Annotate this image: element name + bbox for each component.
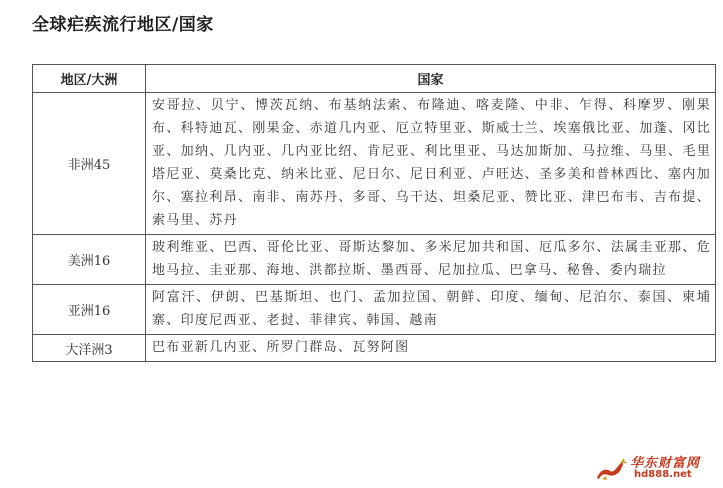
page-title: 全球疟疾流行地区/国家 [32,15,214,35]
countries-column-header: 国家 [146,65,716,93]
site-watermark [594,452,719,484]
watermark-url: hd888.net [634,469,692,480]
table-row-americas [33,235,716,285]
region-cell-asia: 亚洲16 [33,285,146,335]
region-column-header: 地区/大洲 [33,65,146,93]
dragon-logo-icon [594,454,630,482]
region-cell-americas: 美洲16 [33,235,146,285]
countries-cell-oceania: 巴布亚新几内亚、所罗门群岛、瓦努阿图 [146,335,716,362]
countries-cell-africa: 安哥拉、贝宁、博茨瓦纳、布基纳法索、布隆迪、喀麦隆、中非、乍得、科摩罗、刚果布、科特迪瓦、刚果金、赤道几内亚、厄立特里亚、斯威士兰、埃塞俄比亚、加蓬、冈比亚、加纳、几内亚、几内亚比绍、肯尼亚、利比里亚、马达加斯加、马拉维、马里、毛里塔尼亚、莫桑比克、纳米比亚、尼日尔、尼日利亚、卢旺达、圣多美和普林西比、塞内加尔、塞拉利昂、南非、南苏丹、多哥、乌干达、坦桑尼亚、赞比亚、津巴布韦、吉布提、索马里、苏丹 [146,93,716,235]
table-row-asia [33,285,716,335]
region-cell-africa: 非洲45 [33,93,146,235]
watermark-site-name: 华东财富网 [630,456,701,471]
table-row-africa [33,93,716,235]
table-row-oceania [33,335,716,362]
malaria-region-table [32,64,716,362]
countries-cell-asia: 阿富汗、伊朗、巴基斯坦、也门、孟加拉国、朝鲜、印度、缅甸、尼泊尔、泰国、柬埔寨、印度尼西亚、老挝、菲律宾、韩国、越南 [146,285,716,335]
countries-cell-americas: 玻利维亚、巴西、哥伦比亚、哥斯达黎加、多米尼加共和国、厄瓜多尔、法属圭亚那、危地马拉、圭亚那、海地、洪都拉斯、墨西哥、尼加拉瓜、巴拿马、秘鲁、委内瑞拉 [146,235,716,285]
table-header-row [33,65,716,93]
region-cell-oceania: 大洋洲3 [33,335,146,362]
